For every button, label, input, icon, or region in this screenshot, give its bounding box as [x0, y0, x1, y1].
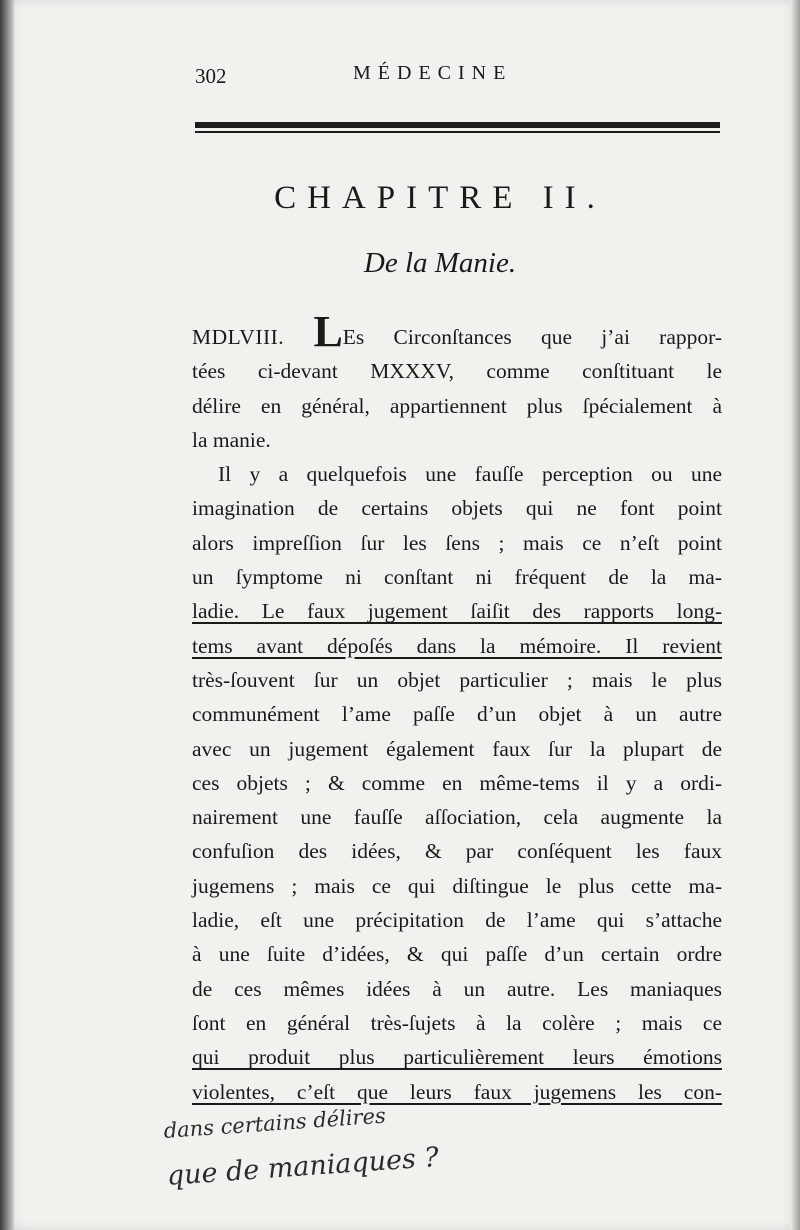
text-line: Il y a quelquefois une fauſſe perception ou une: [218, 462, 722, 487]
text-line: nairement une fauſſe aſſociation, cela augmente la: [192, 805, 722, 830]
text-line: avec un jugement également faux ſur la plupart de: [192, 736, 722, 761]
text-line: ſont en général très-ſujets à la colère ; mais ce: [192, 1010, 722, 1035]
text-line: ladie, eſt une précipitation de l’ame qui s’attache: [192, 908, 722, 933]
drop-cap: L: [313, 307, 343, 356]
text-line-underlined: qui produit plus particulièrement leurs émotions: [192, 1045, 722, 1070]
page-header: [195, 62, 720, 92]
body-text: [192, 307, 723, 1109]
text-line: communément l’ame paſſe d’un objet à un autre: [192, 702, 722, 727]
running-head: MÉDECINE: [353, 62, 513, 84]
text-line-underlined: violentes, c’eſt que leurs faux jugemens les con-: [192, 1079, 722, 1104]
text-line: à une ſuite d’idées, & qui paſſe d’un certain ordre: [192, 942, 722, 967]
text-line: [192, 307, 723, 356]
text-line: imagination de certains objets qui ne font point: [192, 496, 722, 521]
text-line: alors impreſſion ſur les ſens ; mais ce n’eſt point: [192, 530, 722, 555]
text-line: délire en général, appartiennent plus ſpécialement à: [192, 393, 722, 418]
handwritten-note-line: que de maniaques ?: [165, 1141, 440, 1192]
text-line: un ſymptome ni conſtant ni fréquent de la ma-: [192, 565, 722, 590]
page-number: 302: [195, 64, 227, 88]
handwritten-note-line: dans certains délires: [162, 1103, 387, 1143]
text-line: jugemens ; mais ce qui diſtingue le plus cette ma-: [192, 873, 722, 898]
text-line-underlined: tems avant dépoſés dans la mémoire. Il revient: [192, 633, 722, 658]
header-rule-thick: [195, 122, 720, 128]
text-line-content: Es Circonſtances que j’ai rappor-: [342, 325, 723, 349]
text-line: la manie.: [192, 427, 271, 452]
page-edge: [790, 0, 800, 1230]
text-line: confuſion des idées, & par conſéquent les faux: [192, 839, 722, 864]
text-line: de ces mêmes idées à un autre. Les maniaques: [192, 976, 722, 1001]
text-line-underlined: ladie. Le faux jugement ſaiſit des rapports long-: [192, 599, 722, 624]
header-rule-thin: [195, 131, 720, 133]
book-spine-shadow: [0, 0, 14, 1230]
chapter-title: CHAPITRE II.: [274, 180, 606, 216]
text-line: très-ſouvent ſur un objet particulier ; mais le plus: [192, 667, 722, 692]
chapter-subtitle: De la Manie.: [363, 247, 517, 279]
section-number: MDLVIII.: [192, 325, 285, 349]
text-line: ces objets ; & comme en même-tems il y a ordi-: [192, 770, 722, 795]
text-line: tées ci-devant MXXXV, comme conſtituant le: [192, 359, 722, 384]
header-rule: [195, 122, 720, 133]
